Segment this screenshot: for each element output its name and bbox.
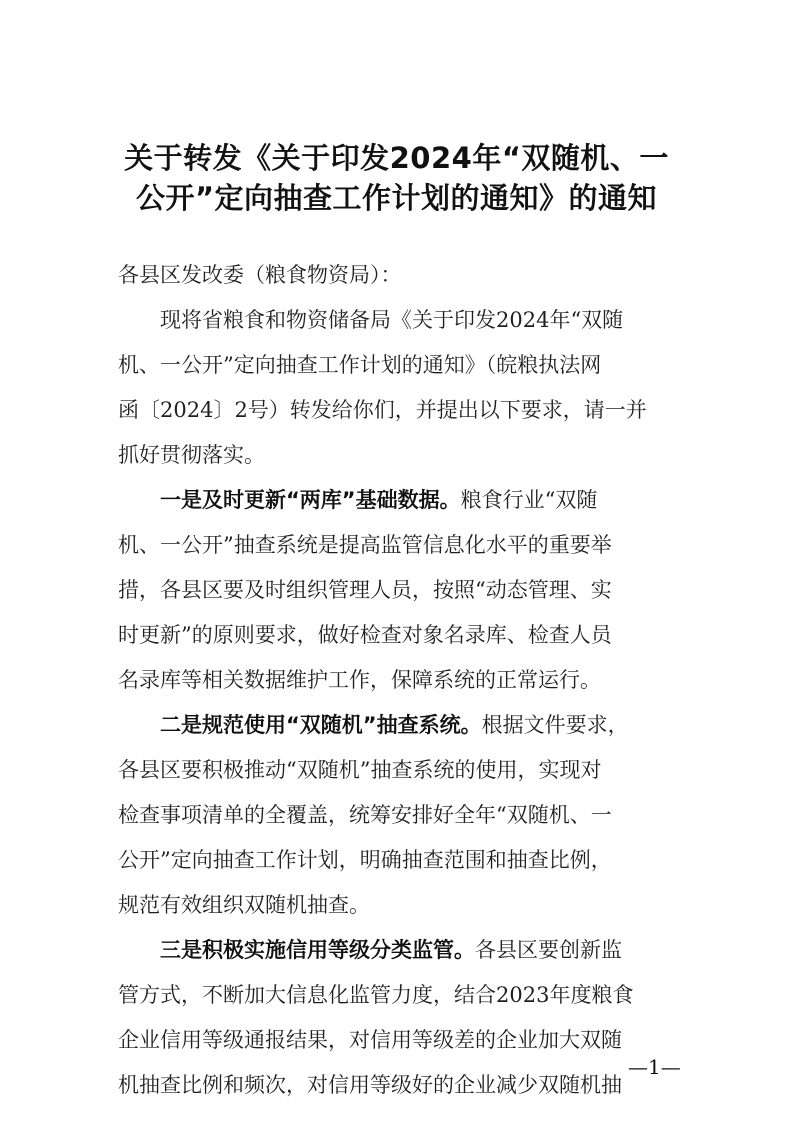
intro-line-1: 现将省粮食和物资储备局《关于印发2024年“双随 (160, 308, 624, 332)
point3-heading: 三是积极实施信用等级分类监管。 (160, 938, 475, 962)
point2-line-5: 规范有效组织双随机抽查。 (118, 893, 370, 917)
point2-line-3: 检查事项清单的全覆盖，统筹安排好全年“双随机、一 (118, 803, 612, 827)
point2-first-line (160, 710, 629, 740)
point3-line-3: 企业信用等级通报结果，对信用等级差的企业加大双随 (118, 1028, 622, 1052)
point2-first-line-text: 根据文件要求， (481, 713, 629, 737)
point3-first-line-text: 各县区要创新监 (475, 938, 622, 962)
point1-heading: 一是及时更新“两库”基础数据。 (160, 488, 461, 512)
salutation: 各县区发改委（粮食物资局）： (118, 263, 402, 287)
point3-first-line (160, 935, 622, 965)
intro-line-2: 机、一公开”定向抽查工作计划的通知》（皖粮执法网 (118, 353, 602, 377)
page-title-line-1: 关于转发《关于印发2024年“双随机、一 (124, 141, 669, 175)
point1-line-3: 措，各县区要及时组织管理人员，按照“动态管理、实 (118, 578, 612, 602)
intro-line-4: 抓好贯彻落实。 (118, 443, 265, 467)
point1-first-line-text: 粮食行业“双随 (460, 488, 598, 512)
intro-line-3: 函〔2024〕2号）转发给你们，并提出以下要求，请一并 (118, 398, 647, 422)
point2-line-2: 各县区要积极推动“双随机”抽查系统的使用，实现对 (118, 758, 602, 782)
point1-line-4: 时更新”的原则要求，做好检查对象名录库、检查人员 (118, 623, 612, 647)
point1-line-5: 名录库等相关数据维护工作，保障系统的正常运行。 (118, 668, 601, 692)
point2-heading: 二是规范使用“双随机”抽查系统。 (160, 713, 482, 737)
point1-line-2: 机、一公开”抽查系统是提高监管信息化水平的重要举 (118, 533, 612, 557)
point2-line-4: 公开”定向抽查工作计划，明确抽查范围和抽查比例， (118, 848, 612, 872)
point3-line-2: 管方式，不断加大信息化监管力度，结合2023年度粮食 (118, 983, 634, 1007)
point3-line-4: 机抽查比例和频次，对信用等级好的企业减少双随机抽 (118, 1073, 622, 1097)
page-title-line-2: 公开”定向抽查工作计划的通知》的通知 (135, 181, 658, 215)
point1-first-line (160, 485, 597, 515)
page-number: —1— (628, 1055, 681, 1079)
